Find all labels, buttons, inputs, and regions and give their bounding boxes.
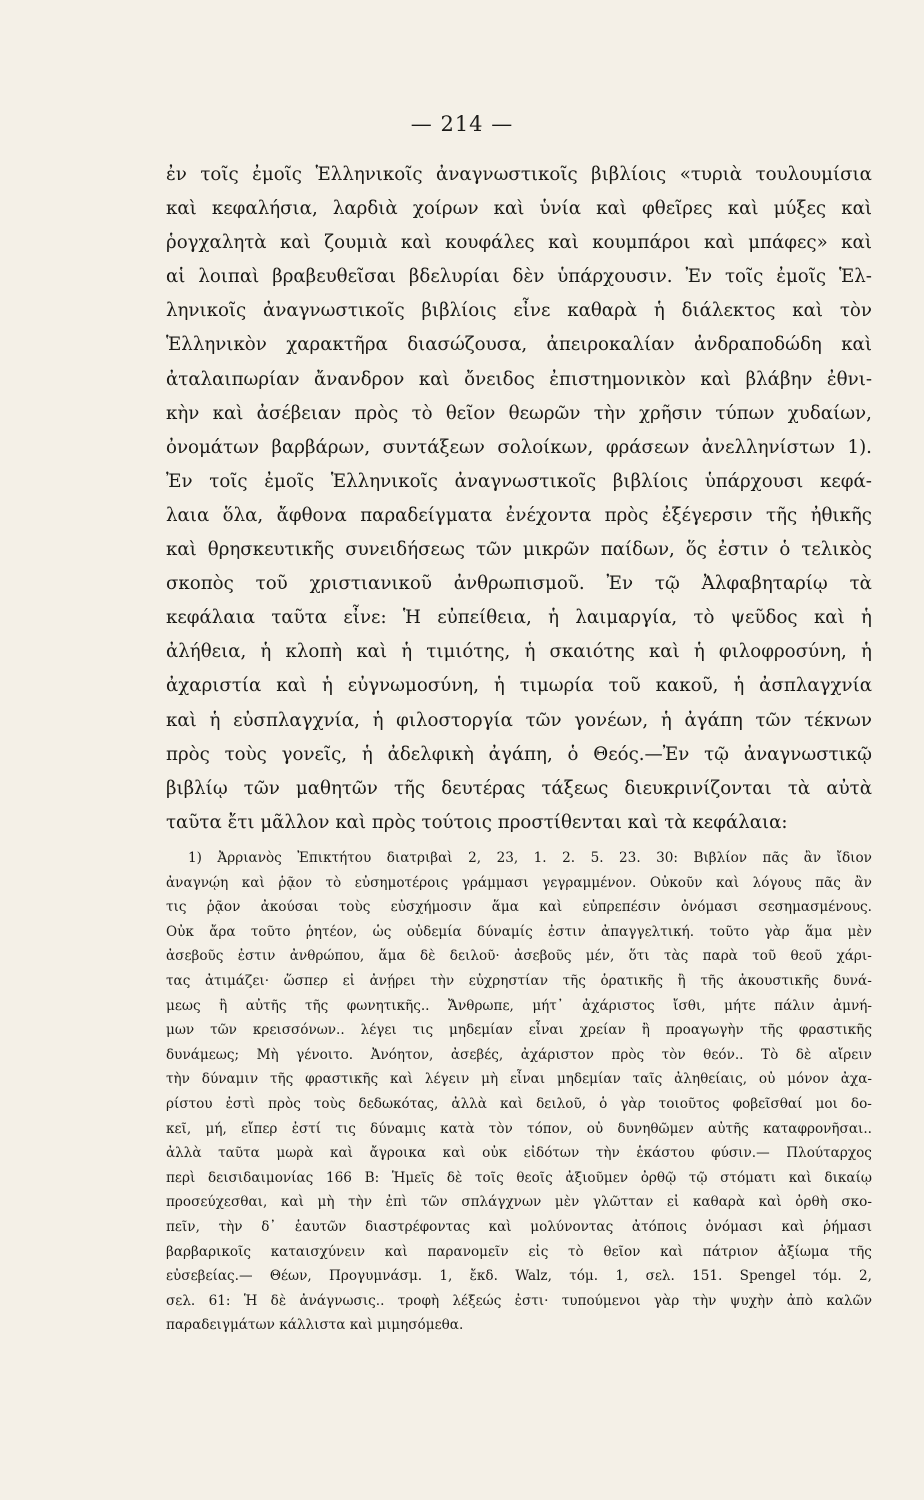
footnote-line: Οὐκ ἄρα τοῦτο ῥητέον, ὡς οὐδεμία δύναμίς ἐστιν ἀπαγγελτική. τοῦτο γὰρ ἅμα μὲν (166, 923, 872, 940)
footnote-line: εὐσεβείας.— Θέων, Προγυμνάσμ. 1, ἔκδ. Walz, τόμ. 1, σελ. 151. Spengel τόμ. 2, (166, 1268, 872, 1285)
footnote-line: προσεύχεσθαι, καὶ μὴ τὴν ἐπὶ τῶν σπλάγχνων μὲν γλῶτταν εἰ καθαρὰ καὶ ὀρθὴ σκο- (166, 1194, 872, 1211)
text-line: ῥογχαλητὰ καὶ ζουμιὰ καὶ κουφάλες καὶ κουμπάροι καὶ μπάφες» καὶ (166, 232, 872, 254)
footnote-line: μεως ἢ αὐτῆς τῆς φωνητικῆς.. Ἄνθρωπε, μήτ᾽ ἀχάριστος ἴσθι, μήτε πάλιν ἀμνή- (166, 997, 872, 1014)
footnote-line: κεῖ, μή, εἴπερ ἐστί τις δύναμις κατὰ τὸν τόπον, οὐ δυνηθῶμεν αὐτῆς καταφρονῆσαι.. (166, 1120, 872, 1137)
text-line: κὴν καὶ ἀσέβειαν πρὸς τὸ θεῖον θεωρῶν τὴν χρῆσιν τύπων χυδαίων, (166, 402, 872, 424)
footnote-line: τις ῥᾷον ἀκούσαι τοὺς εὐσχήμοσιν ἅμα καὶ εὐπρεπέσιν ὀνόμασι σεσημασμένους. (166, 899, 872, 916)
footnote-line: βαρβαρικοῖς καταισχύνειν καὶ παρανομεῖν εἰς τὸ θεῖον καὶ πάτριον ἀξίωμα τῆς (166, 1243, 872, 1260)
footnote-block (166, 846, 872, 1338)
text-line: ἀλήθεια, ἡ κλοπὴ καὶ ἡ τιμιότης, ἡ σκαιότης καὶ ἡ φιλοφροσύνη, ἡ (166, 641, 872, 663)
page-number: — 214 — (410, 112, 514, 136)
text-line: καὶ κεφαλήσια, λαρδιὰ χοίρων καὶ ὑνία καὶ φθεῖρες καὶ μύξες καὶ (166, 198, 872, 220)
text-line: ληνικοῖς ἀναγνωστικοῖς βιβλίοις εἶνε καθαρὰ ἡ διάλεκτος καὶ τὸν (166, 300, 872, 322)
text-line: λαια ὅλα, ἄφθονα παραδείγματα ἐνέχοντα πρὸς ἐξέγερσιν τῆς ἠθικῆς (166, 504, 872, 526)
text-line: ἀχαριστία καὶ ἡ εὐγνωμοσύνη, ἡ τιμωρία τοῦ κακοῦ, ἡ ἀσπλαγχνία (166, 675, 872, 697)
text-line: καὶ θρησκευτικῆς συνειδήσεως τῶν μικρῶν παίδων, ὅς ἐστιν ὁ τελικὸς (166, 539, 872, 561)
text-line: ταῦτα ἔτι μᾶλλον καὶ πρὸς τούτοις προστίθενται καὶ τὰ κεφάλαια: (166, 811, 788, 833)
footnote-line: ἀσεβοῦς ἐστιν ἀνθρώπου, ἅμα δὲ δειλοῦ· ἀσεβοῦς μέν, ὅτι τὰς παρὰ τοῦ θεοῦ χάρι- (166, 948, 872, 965)
text-line: Ἑλληνικὸν χαρακτῆρα διασώζουσα, ἀπειροκαλίαν ἀνδραποδώδη καὶ (166, 334, 872, 356)
footnote-line: παραδειγμάτων κάλλιστα καὶ μιμησόμεθα. (166, 1317, 464, 1334)
text-line: κεφάλαια ταῦτα εἶνε: Ἡ εὐπείθεια, ἡ λαιμαργία, τὸ ψεῦδος καὶ ἡ (166, 607, 872, 629)
text-line: σκοπὸς τοῦ χριστιανικοῦ ἀνθρωπισμοῦ. Ἐν τῷ Ἀλφαβηταρίῳ τὰ (166, 573, 872, 595)
text-line: καὶ ἡ εὐσπλαγχνία, ἡ φιλοστοργία τῶν γονέων, ἡ ἀγάπη τῶν τέκνων (166, 709, 872, 731)
text-line: ἀταλαιπωρίαν ἄνανδρον καὶ ὄνειδος ἐπιστημονικὸν καὶ βλάβην ἐθνι- (166, 368, 872, 390)
text-line: ἐν τοῖς ἐμοῖς Ἑλληνικοῖς ἀναγνωστικοῖς βιβλίοις «τυριὰ τουλουμίσια (166, 164, 872, 185)
footnote-line: ἀλλὰ ταῦτα μωρὰ καὶ ἄγροικα καὶ οὐκ εἰδότων τὴν ἑκάστου φύσιν.— Πλούταρχος (166, 1145, 872, 1162)
footnote-line: ρίστου ἐστὶ πρὸς τοὺς δεδωκότας, ἀλλὰ καὶ δειλοῦ, ὁ γὰρ τοιοῦτος φοβεῖσθαί μοι δο- (166, 1095, 872, 1112)
footnote-line: τὴν δύναμιν τῆς φραστικῆς καὶ λέγειν μὴ εἶναι μηδεμίαν ταῖς ἀληθείαις, οὐ μόνον ἀχα- (166, 1071, 872, 1088)
text-line: ὀνομάτων βαρβάρων, συντάξεων σολοίκων, φράσεων ἀνελληνίστων 1). (166, 436, 872, 458)
text-line: πρὸς τοὺς γονεῖς, ἡ ἀδελφικὴ ἀγάπη, ὁ Θεός.—Ἐν τῷ ἀναγνωστικῷ (166, 743, 872, 765)
footnote-line: 1) Ἀρριανὸς Ἐπικτήτου διατριβαὶ 2, 23, 1. 2. 5. 23. 30: Βιβλίον πᾶς ἂν ἴδιον (188, 850, 872, 866)
footnote-line: ἀναγνῴη καὶ ῥᾷον τὸ εὐσημοτέροις γράμμασι γεγραμμένον. Οὐκοῦν καὶ λόγους πᾶς ἂν (166, 874, 872, 891)
text-line: αἱ λοιπαὶ βραβευθεῖσαι βδελυρίαι δὲν ὑπάρχουσιν. Ἐν τοῖς ἐμοῖς Ἑλ- (166, 266, 872, 288)
footnote-line: πεῖν, τὴν δ᾽ ἑαυτῶν διαστρέφοντας καὶ μολύνοντας ἀτόποις ὀνόμασι καὶ ῥήμασι (166, 1218, 872, 1235)
footnote-line: περὶ δεισιδαιμονίας 166 B: Ἡμεῖς δὲ τοῖς θεοῖς ἀξιοῦμεν ὀρθῷ τῷ στόματι καὶ δικαίῳ (166, 1169, 872, 1186)
footnote-line: δυνάμεως; Μὴ γένοιτο. Ἀνόητον, ἀσεβές, ἀχάριστον πρὸς τὸν θεόν.. Τὸ δὲ αἴρειν (166, 1046, 872, 1063)
text-line: βιβλίῳ τῶν μαθητῶν τῆς δευτέρας τάξεως διευκρινίζονται τὰ αὐτὰ (166, 777, 872, 799)
footnote-line: μων τῶν κρεισσόνων.. λέγει τις μηδεμίαν εἶναι χρείαν ἢ προαγωγὴν τῆς φραστικῆς (166, 1022, 872, 1039)
footnote-line: τας ἀτιμάζει· ὥσπερ εἰ ἀνῄρει τὴν εὐχρηστίαν τῆς ὁρατικῆς ἢ τῆς ἀκουστικῆς δυνά- (166, 972, 872, 989)
main-text-block (166, 158, 872, 840)
text-line: Ἐν τοῖς ἐμοῖς Ἑλληνικοῖς ἀναγνωστικοῖς βιβλίοις ὑπάρχουσι κεφά- (166, 470, 872, 492)
footnote-line: σελ. 61: Ἡ δὲ ἀνάγνωσις.. τροφὴ λέξεώς ἐστι· τυπούμενοι γὰρ τὴν ψυχὴν ἀπὸ καλῶν (166, 1292, 872, 1309)
